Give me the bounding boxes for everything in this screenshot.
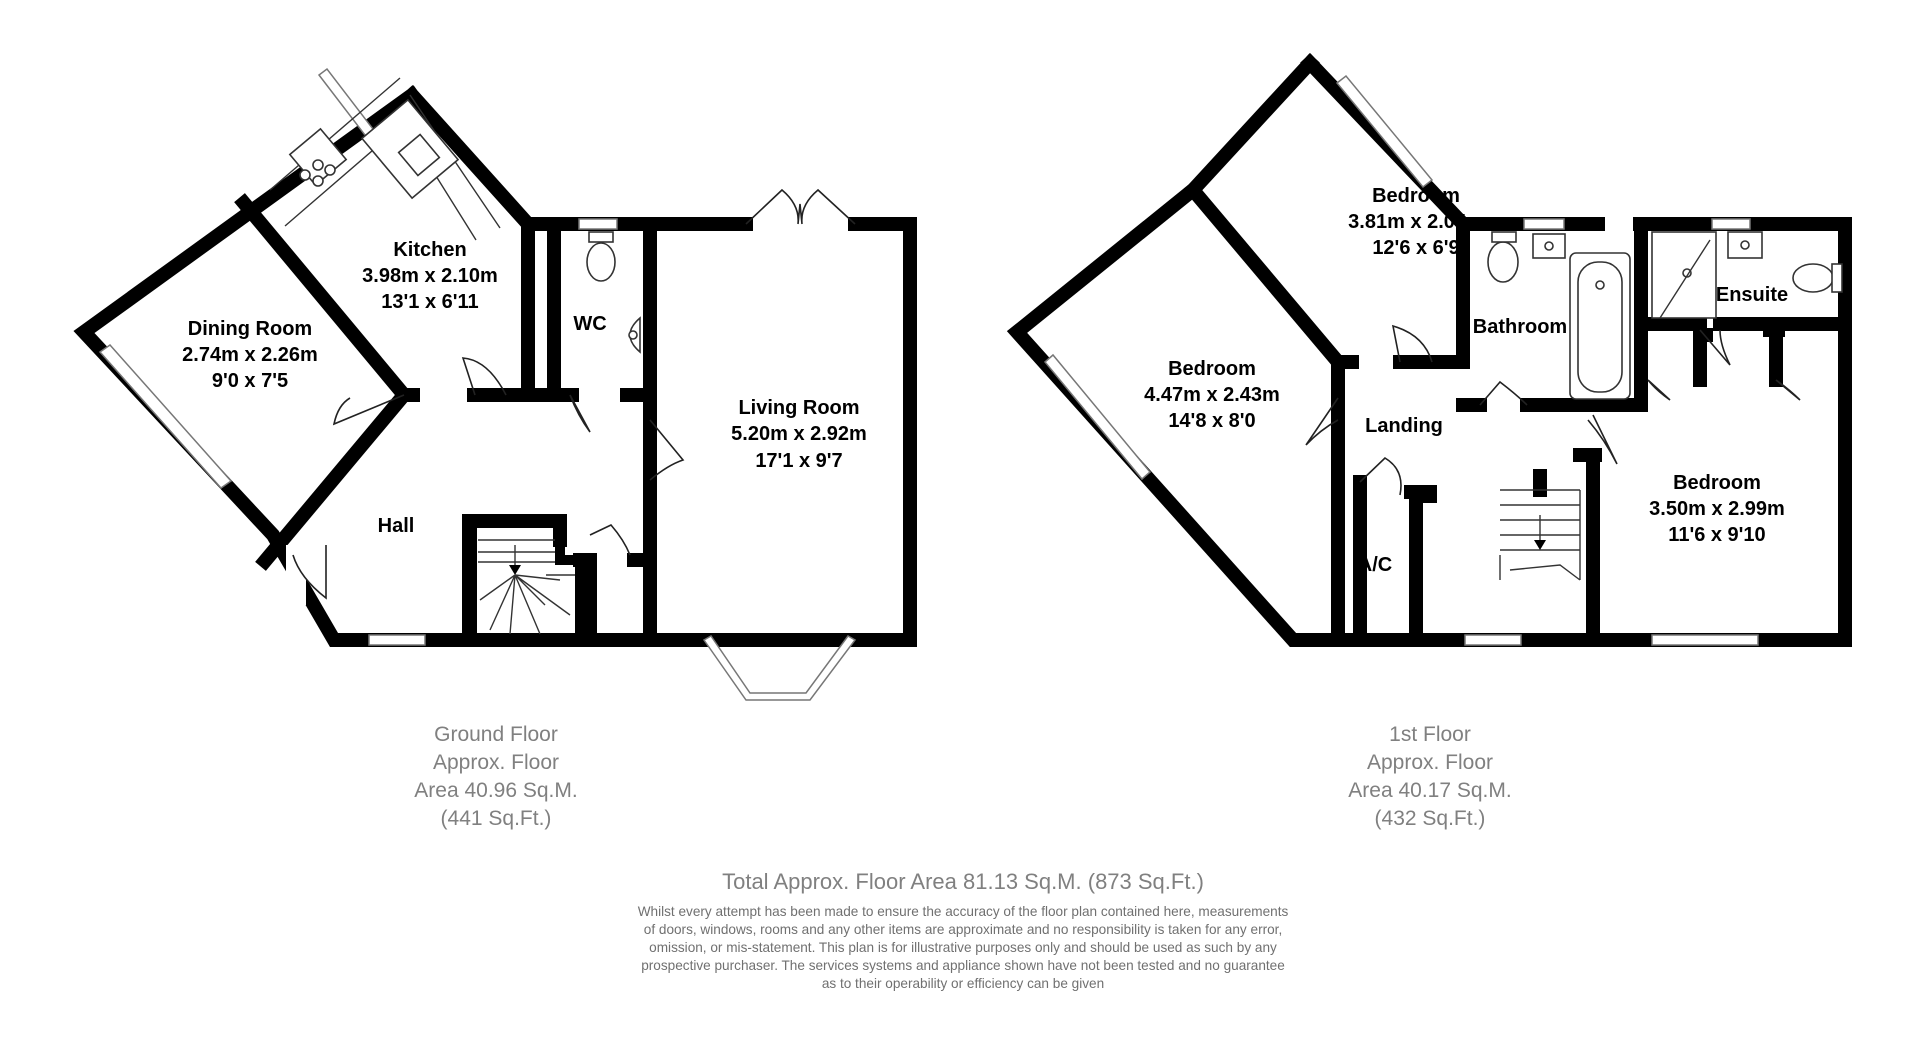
living-french-doors bbox=[746, 190, 855, 224]
ground-floor-plan bbox=[84, 69, 910, 700]
ensuite-name: Ensuite bbox=[1715, 284, 1789, 306]
svg-text:omission, or mis-statement. Th bbox=[649, 940, 1277, 955]
ground-floor-area bbox=[414, 723, 577, 830]
svg-text:12'6 x 6'9 bbox=[1372, 237, 1459, 259]
svg-text:Approx. Floor bbox=[433, 751, 559, 774]
living-metric: 5.20m x 2.92m bbox=[731, 423, 867, 445]
bathroom-name: Bathroom bbox=[1472, 316, 1568, 338]
disclaimer-line: as to their operability or efficiency can be given bbox=[821, 976, 1105, 991]
svg-text:as to their operability or eff bbox=[822, 976, 1104, 991]
svg-text:Area 40.17 Sq.M. bbox=[1348, 779, 1511, 802]
svg-text:A/C bbox=[1358, 554, 1392, 576]
bedroom-left-metric: 4.47m x 2.43m bbox=[1144, 384, 1280, 406]
kitchen-imperial: 13'1 x 6'11 bbox=[381, 291, 479, 313]
dining-name: Dining Room bbox=[187, 318, 313, 340]
wc-name: WC bbox=[573, 313, 607, 335]
disclaimer-line: of doors, windows, rooms and any other items are approximate and no responsibility is taken for any error, bbox=[643, 922, 1283, 937]
svg-text:Kitchen bbox=[393, 239, 466, 261]
bedroom-right-imperial: 11'6 x 9'10 bbox=[1668, 524, 1766, 546]
kitchen-metric: 3.98m x 2.10m bbox=[362, 265, 498, 287]
svg-text:3.98m x 2.10m bbox=[362, 265, 498, 287]
svg-text:Total Approx. Floor Area 81.13 bbox=[722, 869, 1204, 894]
ground-stairs bbox=[472, 525, 580, 640]
svg-text:WC bbox=[573, 313, 606, 335]
first-area-line2: Approx. Floor bbox=[1366, 751, 1494, 774]
total-area: Total Approx. Floor Area 81.13 Sq.M. (873 Sq.Ft.) bbox=[722, 869, 1204, 894]
svg-text:Area 40.96 Sq.M. bbox=[414, 779, 577, 802]
bedroom-right-metric: 3.50m x 2.99m bbox=[1649, 498, 1785, 520]
first-stairs bbox=[1500, 490, 1580, 580]
svg-text:Approx. Floor bbox=[1367, 751, 1493, 774]
svg-text:14'8 x 8'0 bbox=[1168, 410, 1255, 432]
bedroom-left-name: Bedroom bbox=[1168, 358, 1256, 380]
svg-text:4.47m x 2.43m bbox=[1144, 384, 1280, 406]
bedroom-right-name: Bedroom bbox=[1673, 472, 1761, 494]
svg-text:Ensuite bbox=[1716, 284, 1788, 306]
svg-text:Living Room bbox=[738, 397, 859, 419]
bedroom-top-metric: 3.81m x 2.05m bbox=[1348, 211, 1484, 233]
svg-text:3.50m x 2.99m bbox=[1649, 498, 1785, 520]
first-floor-plan bbox=[1017, 63, 1845, 645]
svg-text:Bedroom bbox=[1168, 358, 1256, 380]
ground-area-line4: (441 Sq.Ft.) bbox=[440, 807, 552, 830]
svg-text:Whilst every attempt has been bbox=[638, 904, 1289, 919]
svg-text:5.20m x 2.92m bbox=[731, 423, 867, 445]
disclaimer-line: prospective purchaser. The services systems and appliance shown have not been tested and no guarantee bbox=[641, 958, 1285, 973]
ground-area-line2: Approx. Floor bbox=[432, 751, 560, 774]
svg-text:Landing bbox=[1365, 415, 1443, 437]
bedroom-top-name: Bedroom bbox=[1372, 185, 1460, 207]
svg-text:(441 Sq.Ft.) bbox=[441, 807, 552, 830]
svg-text:Dining Room bbox=[188, 318, 312, 340]
bedroom-left-imperial: 14'8 x 8'0 bbox=[1168, 410, 1256, 432]
svg-text:1st Floor bbox=[1389, 723, 1471, 746]
first-area-line3: Area 40.17 Sq.M. bbox=[1348, 779, 1512, 802]
svg-text:Bedroom bbox=[1372, 185, 1460, 207]
hall-name: Hall bbox=[377, 515, 415, 537]
svg-text:11'6 x 9'10 bbox=[1668, 524, 1765, 546]
disclaimer-line: omission, or mis-statement. This plan is for illustrative purposes only and should be used as such by any bbox=[649, 940, 1277, 955]
bedroom-top-imperial: 12'6 x 6'9 bbox=[1372, 237, 1460, 259]
svg-text:9'0 x 7'5 bbox=[212, 370, 288, 392]
svg-text:Hall bbox=[378, 515, 415, 537]
ground-area-line3: Area 40.96 Sq.M. bbox=[414, 779, 578, 802]
svg-text:13'1 x 6'11 bbox=[381, 291, 478, 313]
svg-text:Bathroom bbox=[1473, 316, 1567, 338]
dining-imperial: 9'0 x 7'5 bbox=[211, 370, 289, 392]
kitchen-name: Kitchen bbox=[393, 239, 467, 261]
svg-text:(432 Sq.Ft.) bbox=[1375, 807, 1486, 830]
living-imperial: 17'1 x 9'7 bbox=[755, 450, 843, 472]
first-area-line4: (432 Sq.Ft.) bbox=[1374, 807, 1486, 830]
first-floor-area bbox=[1348, 723, 1511, 830]
svg-text:of doors, windows, rooms and a bbox=[644, 922, 1282, 937]
svg-text:2.74m x 2.26m bbox=[182, 344, 318, 366]
svg-text:Ground Floor bbox=[434, 723, 558, 746]
disclaimer-line: Whilst every attempt has been made to ensure the accuracy of the floor plan contained here, measurements bbox=[637, 904, 1289, 919]
ground-outer-wall bbox=[84, 95, 910, 640]
svg-text:3.81m x 2.05m bbox=[1348, 211, 1484, 233]
first-outer-wall bbox=[1017, 63, 1845, 640]
disclaimer bbox=[638, 904, 1289, 991]
dining-metric: 2.74m x 2.26m bbox=[182, 344, 318, 366]
ac-name: A/C bbox=[1357, 554, 1393, 576]
landing-name: Landing bbox=[1365, 415, 1443, 437]
first-area-line1: 1st Floor bbox=[1389, 723, 1471, 746]
svg-text:prospective purchaser. The ser bbox=[641, 958, 1285, 973]
ground-area-line1: Ground Floor bbox=[434, 723, 558, 746]
svg-text:Bedroom bbox=[1673, 472, 1761, 494]
svg-text:17'1 x 9'7 bbox=[755, 450, 842, 472]
living-name: Living Room bbox=[738, 397, 860, 419]
